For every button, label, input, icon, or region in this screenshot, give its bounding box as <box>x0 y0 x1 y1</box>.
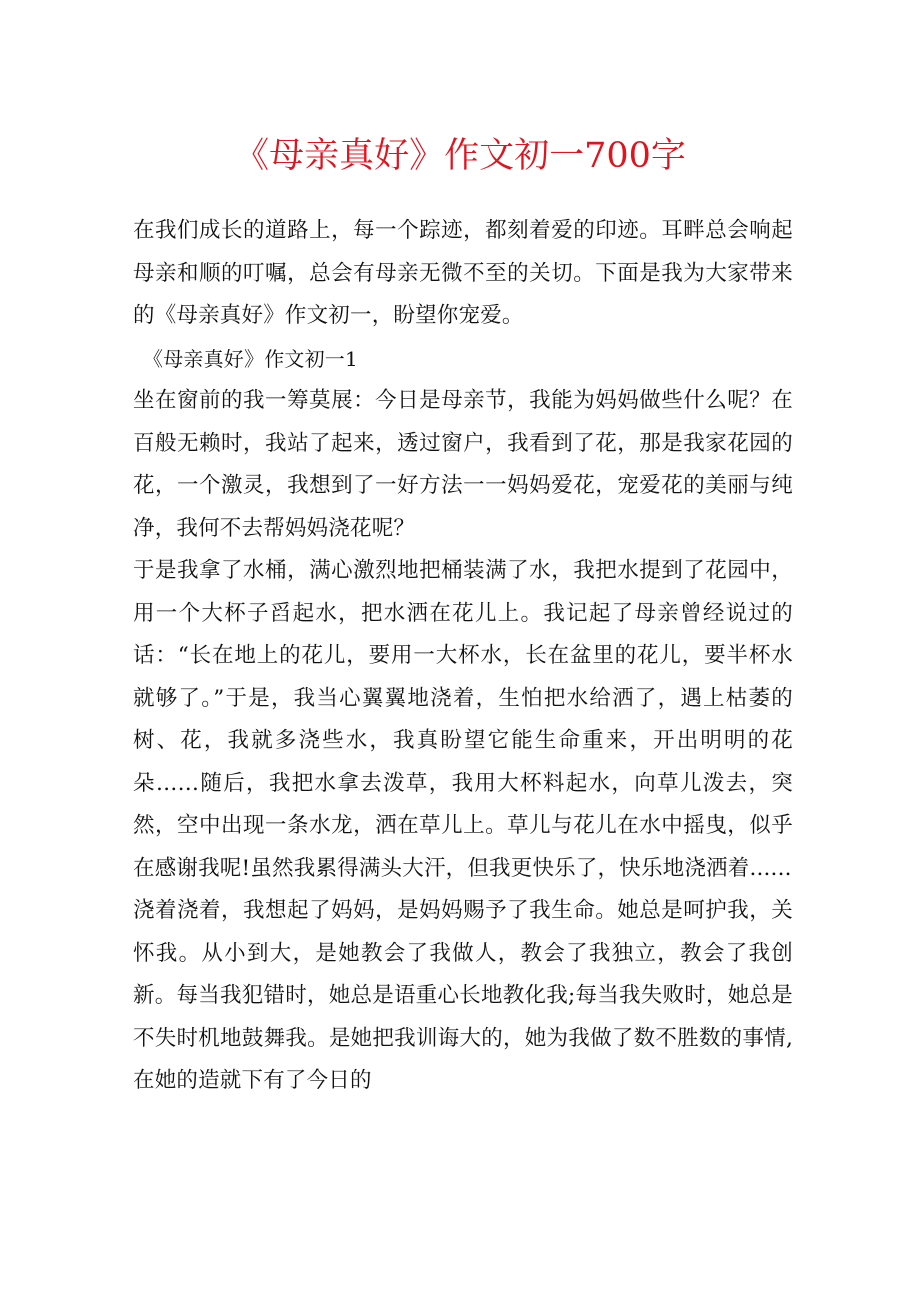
body-paragraph: 坐在窗前的我一筹莫展：今日是母亲节，我能为妈妈做些什么呢？在百般无赖时，我站了起来，透过窗户，我看到了花，那是我家花园的花，一个激灵，我想到了一好方法一一妈妈爱花，宠爱花的美丽与纯净，我何不去帮妈妈浇花呢？ <box>133 388 793 541</box>
document-body <box>133 210 793 1103</box>
intro-paragraph: 在我们成长的道路上，每一个踪迹，都刻着爱的印迹。耳畔总会响起母亲和顺的叮嘱，总会有母亲无微不至的关切。下面是我为大家带来的《母亲真好》作文初一，盼望你宠爱。 <box>133 218 793 328</box>
body-paragraph: 浇着浇着，我想起了妈妈，是妈妈赐予了我生命。她总是呵护我，关怀我。从小到大，是她教会了我做人，教会了我独立，教会了我创新。每当我犯错时，她总是语重心长地教化我;每当我失败时，她总是不失时机地鼓舞我。是她把我训诲大的，她为我做了数不胜数的事情,在她的造就下有了今日的 <box>133 898 793 1093</box>
body-paragraph: 于是我拿了水桶，满心激烈地把桶装满了水，我把水提到了花园中，用一个大杯子舀起水，把水洒在花儿上。我记起了母亲曾经说过的话：“长在地上的花儿，要用一大杯水，长在盆里的花儿，要半杯水就够了。”于是，我当心翼翼地浇着，生怕把水给洒了，遇上枯萎的树、花，我就多浇些水，我真盼望它能生命重来，开出明明的花朵……随后，我把水拿去泼草，我用大杯料起水，向草儿泼去，突然，空中出现一条水龙，洒在草儿上。草儿与花儿在水中摇曳，似乎在感谢我呢!虽然我累得满头大汗，但我更快乐了，快乐地浇洒着...... <box>133 558 793 881</box>
document-title: 《母亲真好》作文初一700字 <box>234 136 686 176</box>
section-heading: 《母亲真好》作文初一1 <box>143 346 358 371</box>
